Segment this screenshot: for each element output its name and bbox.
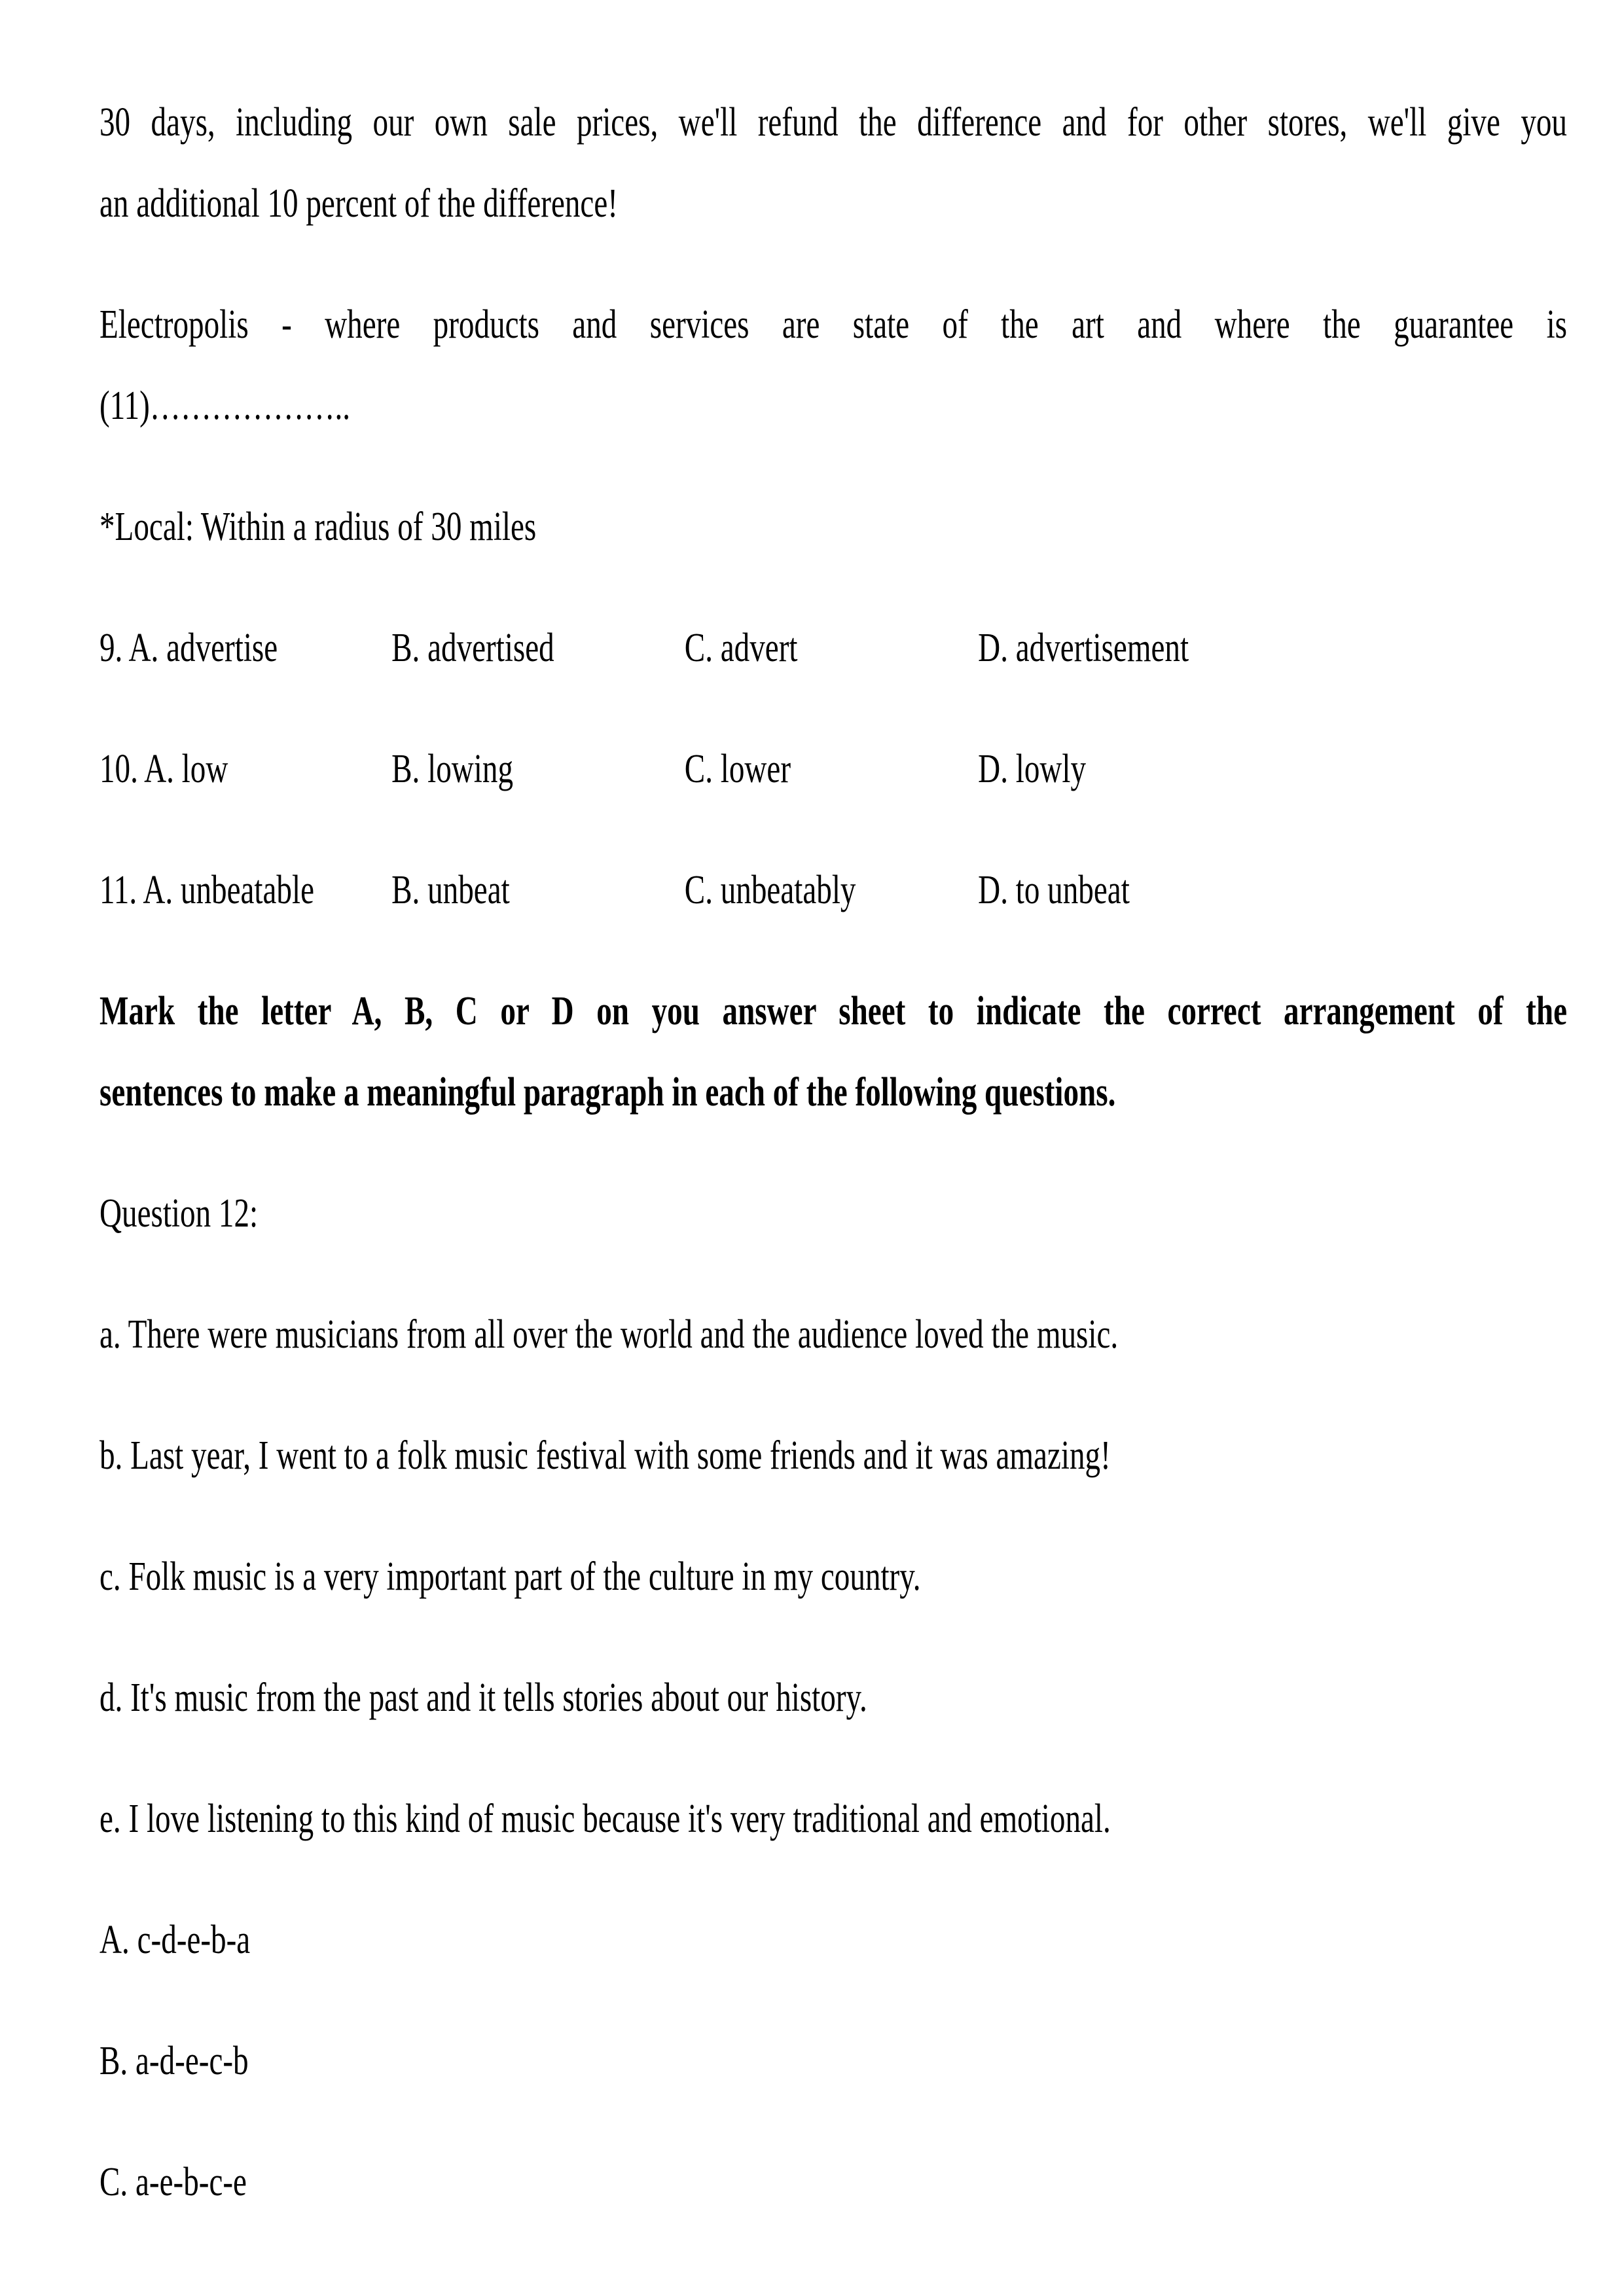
- answer-b-text: B. a-d-e-c-b: [99, 2039, 249, 2083]
- sentence-c-text: c. Folk music is a very important part of the culture in my country.: [99, 1554, 921, 1599]
- instruction-line-2: sentences to make a meaningful paragraph in each of the following questions.: [99, 1070, 1116, 1115]
- paragraph-local-note: [99, 486, 1567, 567]
- option-q10-d: D. lowly: [978, 747, 1087, 791]
- sentence-item-a: [99, 1294, 1567, 1375]
- mcq-row-question-10: [99, 728, 1567, 810]
- sentence-e-text: e. I love listening to this kind of music because it's very traditional and emotional.: [99, 1797, 1111, 1841]
- option-q11-b: B. unbeat: [391, 868, 510, 912]
- option-q9-d: D. advertisement: [978, 626, 1189, 670]
- sentence-b-text: b. Last year, I went to a folk music festival with some friends and it was amazing!: [99, 1433, 1111, 1478]
- answer-a-text: A. c-d-e-b-a: [99, 1918, 251, 1962]
- option-q9-a: 9. A. advertise: [99, 626, 278, 670]
- paragraph-electropolis: [99, 284, 1567, 446]
- sentence-d-text: d. It's music from the past and it tells stories about our history.: [99, 1676, 867, 1720]
- paragraph-refund: [99, 82, 1567, 244]
- question-12-label: Question 12:: [99, 1191, 259, 1236]
- electropolis-line-1: Electropolis - where products and services are state of the art and where the guarantee is: [99, 302, 1567, 347]
- refund-line-2: an additional 10 percent of the difference!: [99, 181, 618, 226]
- refund-line-1: 30 days, including our own sale prices, we'll refund the difference and for other stores, we'll give you: [99, 100, 1567, 145]
- question-12-heading: [99, 1173, 1567, 1254]
- electropolis-blank-11: (11)………………..: [99, 384, 351, 428]
- mcq-row-question-9: [99, 607, 1567, 689]
- mcq-row-question-11: [99, 850, 1567, 931]
- option-q11-a: 11. A. unbeatable: [99, 868, 314, 912]
- sentence-item-b: [99, 1415, 1567, 1496]
- option-q10-c: C. lower: [684, 747, 791, 791]
- paragraph-instruction: [99, 971, 1567, 1133]
- option-q10-b: B. lowing: [391, 747, 514, 791]
- option-q9-b: B. advertised: [391, 626, 554, 670]
- local-note-text: *Local: Within a radius of 30 miles: [99, 505, 537, 549]
- answer-choice-b: [99, 2020, 1567, 2102]
- answer-c-text: C. a-e-b-c-e: [99, 2160, 247, 2204]
- sentence-item-e: [99, 1778, 1567, 1859]
- answer-choice-c: [99, 2142, 1567, 2223]
- option-q10-a: 10. A. low: [99, 747, 228, 791]
- sentence-item-c: [99, 1536, 1567, 1617]
- answer-choice-a: [99, 1899, 1567, 1981]
- option-q11-d: D. to unbeat: [978, 868, 1130, 912]
- sentence-item-d: [99, 1657, 1567, 1738]
- sentence-a-text: a. There were musicians from all over the world and the audience loved the music.: [99, 1312, 1119, 1357]
- instruction-line-1: Mark the letter A, B, C or D on you answer sheet to indicate the correct arrangement of the: [99, 989, 1567, 1033]
- option-q11-c: C. unbeatably: [684, 868, 856, 912]
- option-q9-c: C. advert: [684, 626, 798, 670]
